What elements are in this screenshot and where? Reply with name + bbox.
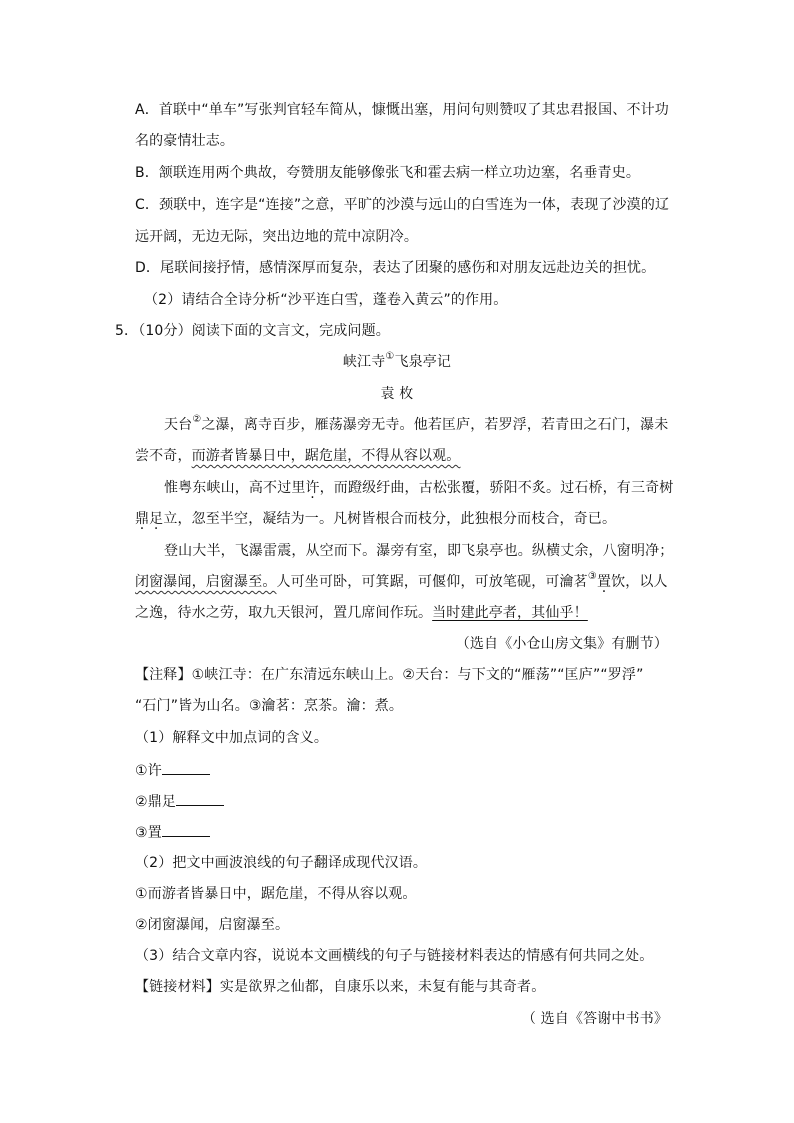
p3-text-c: 之逸，待水之劳，取九天银河，置几席间作玩。 (135, 605, 433, 621)
option-a-line-2: 名的豪情壮志。 (135, 133, 235, 149)
q5-subquestion-3: （3）结合文章内容，说说本文画横线的句子与链接材料表达的情感有何共同之处。 (135, 948, 654, 964)
p2-text-a: 惟粤东峡山，高不过里 (164, 480, 306, 496)
p3-text-b-end: 饮，以人 (611, 574, 668, 590)
paragraph-3-line-3 (135, 603, 588, 623)
option-c-line-1: C．颈联中，连字是“连接”之意，平旷的沙漠与远山的白雪连为一体，表现了沙漠的辽 (135, 197, 670, 213)
word-3-label: ③置 (135, 825, 162, 841)
p2-text-b: ，而蹬级纡曲，古松张覆，骄阳不炙。过石桥，有三奇树 (319, 480, 674, 496)
option-d: D．尾联间接抒情，感情深厚而复杂，表达了团聚的感伤和对朋友远赴边关的担忧。 (135, 260, 656, 276)
word-2-label: ②鼎足 (135, 794, 177, 810)
q4-subquestion-2: （2）请结合全诗分析“沙平连白雪，蓬卷入黄云”的作用。 (144, 292, 508, 308)
annotation-line-1: 【注释】①峡江寺：在广东清远东峡山上。②天台：与下文的“雁荡”“匡庐”“罗浮” (135, 667, 644, 683)
title-part-2: 飞泉亭记 (394, 354, 452, 370)
dotted-word-xu: 许 (305, 480, 320, 496)
translate-item-2: ②闭窗瀑闻，启窗瀑至。 (135, 917, 290, 933)
word-item-2 (135, 791, 224, 812)
link-material: 【链接材料】实是欲界之仙都，自康乐以来，未复有能与其奇者。 (135, 979, 546, 995)
passage-source: （选自《小仓山房文集》有删节） (455, 636, 668, 652)
q5-subquestion-2: （2）把文中画波浪线的句子翻译成现代汉语。 (135, 855, 428, 871)
p3-text-b: 人可坐可卧，可箕踞，可偃仰，可放笔砚，可瀹茗 (276, 574, 588, 590)
answer-blank-2[interactable] (176, 791, 224, 806)
footnote-marker-1: ① (385, 351, 395, 362)
option-b: B．颔联连用两个典故，夸赞朋友能够像张飞和霍去病一样立功边塞，名垂青史。 (135, 165, 641, 181)
p1-text-b: 之瀑，离寺百步，雁荡瀑旁无寺。他若匡庐，若罗浮，若青田之石门，瀑未 (201, 417, 669, 433)
word-item-3 (135, 822, 210, 843)
word-item-1 (135, 760, 210, 781)
answer-blank-1[interactable] (162, 760, 210, 775)
paragraph-3-line-2 (135, 572, 668, 592)
p2-text-c: 立，忽至半空，凝结为一。凡树皆根合而枝分，此独根分而枝合，奇已。 (163, 511, 617, 527)
dotted-word-ding: 鼎 (135, 511, 150, 527)
paragraph-3-line-1: 登山大半，飞瀑雷震，从空而下。瀑旁有室，即飞泉亭也。纵横丈余，八窗明净； (164, 543, 674, 559)
footnote-marker-2: ② (192, 414, 202, 425)
underlined-sentence: 当时建此亭者，其仙乎！ (432, 605, 588, 621)
title-part-1: 峡江寺 (342, 354, 386, 370)
footnote-marker-3: ③ (587, 571, 597, 582)
wavy-underlined-sentence-2: 闭窗瀑闻，启窗瀑至。 (135, 574, 277, 590)
passage-author: 袁 枚 (380, 386, 414, 402)
option-c-line-2: 远开阔，无边无际，突出边地的荒中凉阴冷。 (135, 229, 418, 245)
link-material-source: （ 选自《答谢中书书》 (521, 1011, 668, 1027)
p1-text-a: 天台 (164, 417, 193, 433)
paragraph-1-line-1 (164, 415, 668, 435)
option-a-line-1: A．首联中“单车”写张判官轻车简从，慷慨出塞，用问句则赞叹了其忠君报国、不计功 (135, 102, 669, 118)
wavy-underlined-sentence-1: 而游者皆暴日中，踞危崖，不得从容以观。 (191, 448, 461, 464)
translate-item-1: ①而游者皆暴日中，踞危崖，不得从容以观。 (135, 886, 417, 902)
dotted-word-zu: 足 (149, 511, 164, 527)
p1-text-plain: 尝不奇， (135, 448, 192, 464)
q5-subquestion-1: （1）解释文中加点词的含义。 (135, 730, 329, 746)
annotation-line-2: “石门”皆为山名。③瀹茗：烹茶。瀹：煮。 (135, 698, 404, 714)
paragraph-2-line-2 (135, 509, 616, 529)
answer-blank-3[interactable] (162, 822, 210, 837)
q5-header: 5．（10分）阅读下面的文言文，完成问题。 (115, 323, 390, 339)
passage-title (0, 352, 794, 372)
word-1-label: ①许 (135, 763, 162, 779)
dotted-word-zhi: 置 (596, 574, 612, 590)
paragraph-2-line-1 (164, 478, 673, 498)
paragraph-1-line-2 (135, 446, 460, 466)
